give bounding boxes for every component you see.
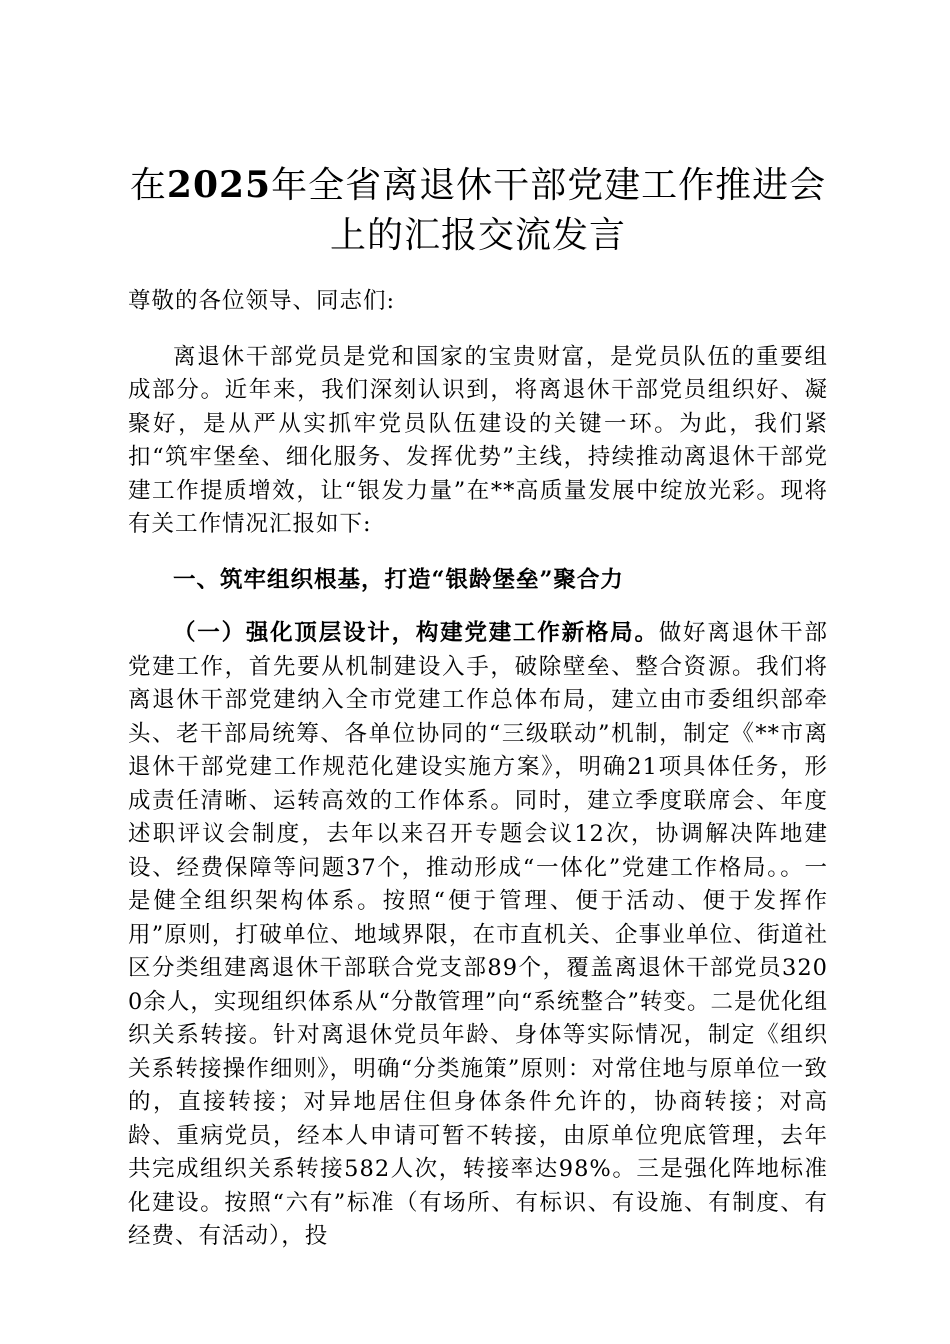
subsection-body: 做好离退休干部党建工作，首先要从机制建设入手，破除壁垒、整合资源。我们将离退休干部党建纳入全市党建工作总体布局，建立由市委组织部牵头、老干部局统筹、各单位协同的“三级联动”机制，制定《**市离退休干部党建工作规范化建设实施方案》，明确21项具体任务，形成责任清晰、运转高效的工作体系。同时，建立季度联席会、年度述职评议会制度，去年以来召开专题会议12次，协调解决阵地建设、经费保障等问题37个，推动形成“一体化”党建工作格局。。一是健全组织架构体系。按照“便于管理、便于活动、便于发挥作用”原则，打破单位、地域界限，在市直机关、企事业单位、街道社区分类组建离退休干部联合党支部89个，覆盖离退休干部党员3200余人，实现组织体系从“分散管理”向“系统整合”转变。二是优化组织关系转接。针对离退休党员年龄、身体等实际情况，制定《组织关系转接操作细则》，明确“分类施策”原则：对常住地与原单位一致的，直接转接；对异地居住但身体条件允许的，协商转接；对高龄、重病党员，经本人申请可暂不转接，由原单位兜底管理，去年共完成组织关系转接582人次，转接率达98%。三是强化阵地标准化建设。按照“六有”标准（有场所、有标识、有设施、有制度、有经费、有活动），投 xyxy=(128,620,828,1249)
title-year: 2025 xyxy=(166,164,272,206)
intro-paragraph: 离退休干部党员是党和国家的宝贵财富，是党员队伍的重要组成部分。近年来，我们深刻认识到，将离退休干部党员组织好、凝聚好，是从严从实抓牢党员队伍建设的关键一环。为此，我们紧扣“筑牢堡垒、细化服务、发挥优势”主线，持续推动离退休干部党建工作提质增效，让“银发力量”在**高质量发展中绽放光彩。现将有关工作情况汇报如下: xyxy=(128,343,828,537)
section-heading: 一、筑牢组织根基，打造“银龄堡垒”聚合力 xyxy=(173,566,624,593)
body-paragraph xyxy=(128,617,828,1254)
title-rest: 年全省离退休干部党建工作推进会上的汇报交流发言 xyxy=(271,165,827,256)
subsection-heading: （一）强化顶层设计，构建党建工作新格局。 xyxy=(173,620,659,646)
salutation: 尊敬的各位领导、同志们: xyxy=(128,288,396,314)
title-prefix: 在 xyxy=(129,165,167,206)
document-title xyxy=(128,160,828,261)
document-content xyxy=(128,160,828,1254)
